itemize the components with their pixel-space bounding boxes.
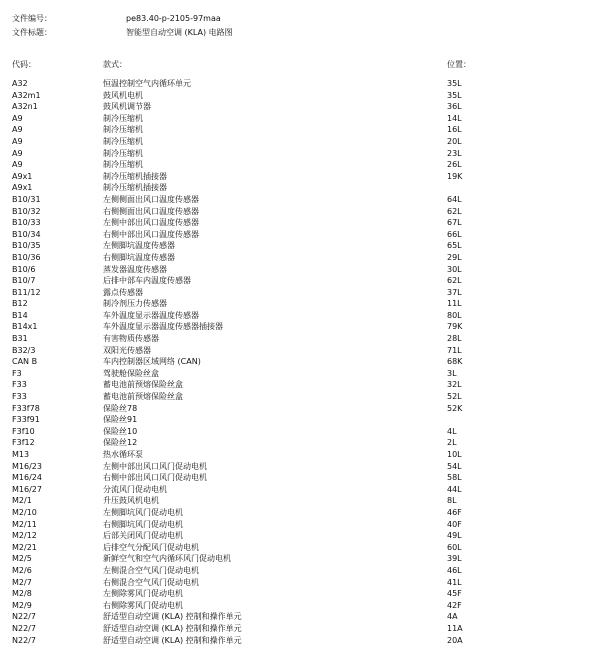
row-pos: 64L [447, 194, 462, 206]
table-row [0, 368, 593, 380]
row-code: B10/7 [12, 275, 35, 287]
header-code: 代码： [12, 59, 36, 71]
row-pos: 10L [447, 449, 462, 461]
row-desc: 左侧脚坑温度传感器 [103, 240, 175, 252]
row-code: A9x1 [12, 171, 32, 183]
table-row [0, 182, 593, 194]
table-row [0, 287, 593, 299]
table-row [0, 495, 593, 507]
row-desc: 制冷压缩机插接器 [103, 182, 167, 194]
row-desc: 车内控制器区域网络 (CAN) [103, 356, 201, 368]
table-row [0, 206, 593, 218]
table-row [0, 310, 593, 322]
row-pos: 11L [447, 298, 462, 310]
table-row [0, 171, 593, 183]
row-pos: 14L [447, 113, 462, 125]
row-code: B14x1 [12, 321, 38, 333]
row-desc: 右侧中部出风口温度传感器 [103, 229, 199, 241]
row-code: F3f10 [12, 426, 35, 438]
row-code: B10/34 [12, 229, 41, 241]
row-desc: 右侧混合空气风门促动电机 [103, 577, 199, 589]
row-desc: 驾驶舱保险丝盒 [103, 368, 159, 380]
row-code: M2/21 [12, 542, 37, 554]
table-row [0, 484, 593, 496]
row-desc: 蓄电池前预熔保险丝盒 [103, 379, 183, 391]
row-code: B10/35 [12, 240, 41, 252]
table-row [0, 635, 593, 646]
table-row [0, 623, 593, 635]
row-desc: 制冷压缩机 [103, 159, 143, 171]
row-code: F33 [12, 379, 27, 391]
row-pos: 32L [447, 379, 462, 391]
row-pos: 80L [447, 310, 462, 322]
row-code: M2/9 [12, 600, 32, 612]
header-pos: 位置： [447, 59, 471, 71]
row-code: B10/33 [12, 217, 41, 229]
file-number-label: 文件编号： [12, 13, 122, 25]
row-desc: 保险丝91 [103, 414, 137, 426]
row-pos: 20L [447, 136, 462, 148]
table-row [0, 519, 593, 531]
row-code: M2/1 [12, 495, 32, 507]
table-row [0, 403, 593, 415]
table-row [0, 124, 593, 136]
row-code: A32n1 [12, 101, 38, 113]
row-pos: 26L [447, 159, 462, 171]
row-pos: 65L [447, 240, 462, 252]
component-table [0, 78, 593, 646]
table-row [0, 90, 593, 102]
table-row [0, 391, 593, 403]
row-code: A9x1 [12, 182, 32, 194]
row-desc: 左侧除雾风门促动电机 [103, 588, 183, 600]
row-desc: 后排空气分配风门促动电机 [103, 542, 199, 554]
table-row [0, 101, 593, 113]
row-code: M16/24 [12, 472, 42, 484]
row-desc: 制冷压缩机 [103, 113, 143, 125]
table-row [0, 553, 593, 565]
table-row [0, 414, 593, 426]
row-pos: 62L [447, 275, 462, 287]
row-code: M2/12 [12, 530, 37, 542]
row-pos: 29L [447, 252, 462, 264]
file-title-label: 文件标题： [12, 27, 122, 39]
table-row [0, 530, 593, 542]
row-desc: 升压鼓风机电机 [103, 495, 159, 507]
table-row [0, 78, 593, 90]
row-desc: 右侧侧面出风口温度传感器 [103, 206, 199, 218]
row-code: N22/7 [12, 611, 36, 623]
row-pos: 23L [447, 148, 462, 160]
file-number-value: pe83.40-p-2105-97maa [126, 13, 221, 25]
row-pos: 35L [447, 78, 462, 90]
row-desc: 保险丝78 [103, 403, 137, 415]
row-pos: 46L [447, 565, 462, 577]
row-pos: 42F [447, 600, 462, 612]
table-row [0, 148, 593, 160]
row-code: A9 [12, 124, 23, 136]
row-code: B10/32 [12, 206, 41, 218]
table-row [0, 588, 593, 600]
row-desc: 鼓风机调节器 [103, 101, 151, 113]
row-pos: 35L [447, 90, 462, 102]
table-row [0, 472, 593, 484]
row-code: F3f12 [12, 437, 35, 449]
row-pos: 30L [447, 264, 462, 276]
row-desc: 右侧中部出风口风门促动电机 [103, 472, 207, 484]
row-code: N22/7 [12, 635, 36, 646]
row-pos: 20A [447, 635, 463, 646]
row-desc: 恒温控制空气内循环单元 [103, 78, 191, 90]
row-desc: 舒适型自动空调 (KLA) 控制和操作单元 [103, 611, 242, 623]
row-desc: 左侧侧面出风口温度传感器 [103, 194, 199, 206]
row-pos: 40F [447, 519, 462, 531]
row-pos: 71L [447, 345, 462, 357]
table-row [0, 611, 593, 623]
table-row [0, 345, 593, 357]
table-row [0, 264, 593, 276]
row-code: M16/27 [12, 484, 42, 496]
header-desc: 款式： [103, 59, 127, 71]
row-pos: 8L [447, 495, 457, 507]
row-code: CAN B [12, 356, 37, 368]
file-title-value: 智能型自动空调 (KLA) 电路图 [126, 27, 233, 39]
table-row [0, 356, 593, 368]
table-row [0, 461, 593, 473]
table-row [0, 333, 593, 345]
row-code: M2/11 [12, 519, 37, 531]
row-desc: 分流风门促动电机 [103, 484, 167, 496]
row-pos: 4A [447, 611, 458, 623]
row-code: A9 [12, 159, 23, 171]
row-desc: 右侧脚坑温度传感器 [103, 252, 175, 264]
row-pos: 52K [447, 403, 462, 415]
table-row [0, 298, 593, 310]
row-desc: 有害物质传感器 [103, 333, 159, 345]
row-pos: 45F [447, 588, 462, 600]
row-code: A9 [12, 148, 23, 160]
row-code: A32 [12, 78, 28, 90]
row-pos: 52L [447, 391, 462, 403]
row-desc: 制冷压缩机插接器 [103, 171, 167, 183]
row-pos: 19K [447, 171, 462, 183]
row-desc: 蒸发器温度传感器 [103, 264, 167, 276]
table-row [0, 565, 593, 577]
row-pos: 4L [447, 426, 457, 438]
row-pos: 36L [447, 101, 462, 113]
row-code: A9 [12, 113, 23, 125]
table-row [0, 321, 593, 333]
row-pos: 44L [447, 484, 462, 496]
row-code: M2/8 [12, 588, 32, 600]
row-desc: 左侧中部出风口风门促动电机 [103, 461, 207, 473]
row-code: M13 [12, 449, 29, 461]
row-desc: 左侧混合空气风门促动电机 [103, 565, 199, 577]
row-pos: 49L [447, 530, 462, 542]
row-pos: 28L [447, 333, 462, 345]
table-row [0, 240, 593, 252]
table-row [0, 577, 593, 589]
row-code: B14 [12, 310, 28, 322]
row-pos: 11A [447, 623, 463, 635]
row-pos: 68K [447, 356, 462, 368]
row-code: F33f91 [12, 414, 40, 426]
row-code: M2/6 [12, 565, 32, 577]
row-code: F33 [12, 391, 27, 403]
row-desc: 后排中部车内温度传感器 [103, 275, 191, 287]
row-code: F3 [12, 368, 22, 380]
row-pos: 60L [447, 542, 462, 554]
row-desc: 舒适型自动空调 (KLA) 控制和操作单元 [103, 635, 242, 646]
row-pos: 37L [447, 287, 462, 299]
row-code: B10/6 [12, 264, 35, 276]
table-row [0, 229, 593, 241]
row-code: M2/7 [12, 577, 32, 589]
row-desc: 舒适型自动空调 (KLA) 控制和操作单元 [103, 623, 242, 635]
row-desc: 蓄电池前预熔保险丝盒 [103, 391, 183, 403]
row-desc: 右侧除雾风门促动电机 [103, 600, 183, 612]
row-desc: 制冷压缩机 [103, 136, 143, 148]
row-pos: 39L [447, 553, 462, 565]
row-code: M2/10 [12, 507, 37, 519]
row-desc: 新鲜空气和空气内循环风门促动电机 [103, 553, 231, 565]
row-pos: 66L [447, 229, 462, 241]
row-pos: 2L [447, 437, 457, 449]
table-row [0, 542, 593, 554]
row-pos: 16L [447, 124, 462, 136]
table-row [0, 275, 593, 287]
row-desc: 制冷压缩机 [103, 148, 143, 160]
row-pos: 79K [447, 321, 462, 333]
row-pos: 41L [447, 577, 462, 589]
row-desc: 保险丝10 [103, 426, 137, 438]
row-desc: 右侧脚坑风门促动电机 [103, 519, 183, 531]
row-pos: 62L [447, 206, 462, 218]
row-code: B31 [12, 333, 28, 345]
row-desc: 左侧脚坑风门促动电机 [103, 507, 183, 519]
row-code: M2/5 [12, 553, 32, 565]
row-pos: 46F [447, 507, 462, 519]
table-row [0, 252, 593, 264]
row-code: A9 [12, 136, 23, 148]
row-pos: 58L [447, 472, 462, 484]
row-code: B11/12 [12, 287, 41, 299]
row-desc: 车外温度显示器温度传感器 [103, 310, 199, 322]
row-desc: 保险丝12 [103, 437, 137, 449]
row-pos: 54L [447, 461, 462, 473]
row-desc: 后部关闭风门促动电机 [103, 530, 183, 542]
table-row [0, 194, 593, 206]
table-row [0, 449, 593, 461]
table-row [0, 379, 593, 391]
row-desc: 车外温度显示器温度传感器插接器 [103, 321, 223, 333]
row-code: B10/31 [12, 194, 41, 206]
row-code: B12 [12, 298, 28, 310]
row-code: N22/7 [12, 623, 36, 635]
row-code: B32/3 [12, 345, 35, 357]
row-code: M16/23 [12, 461, 42, 473]
row-desc: 左侧中部出风口温度传感器 [103, 217, 199, 229]
table-row [0, 217, 593, 229]
row-desc: 制冷压缩机 [103, 124, 143, 136]
row-pos: 3L [447, 368, 457, 380]
table-row [0, 600, 593, 612]
table-row [0, 113, 593, 125]
table-row [0, 136, 593, 148]
row-desc: 露点传感器 [103, 287, 143, 299]
table-row [0, 437, 593, 449]
row-code: F33f78 [12, 403, 40, 415]
table-row [0, 507, 593, 519]
table-row [0, 159, 593, 171]
row-desc: 双阳光传感器 [103, 345, 151, 357]
row-desc: 鼓风机电机 [103, 90, 143, 102]
row-pos: 67L [447, 217, 462, 229]
row-code: A32m1 [12, 90, 41, 102]
row-desc: 制冷剂压力传感器 [103, 298, 167, 310]
table-row [0, 426, 593, 438]
row-desc: 热水循环泵 [103, 449, 143, 461]
row-code: B10/36 [12, 252, 41, 264]
